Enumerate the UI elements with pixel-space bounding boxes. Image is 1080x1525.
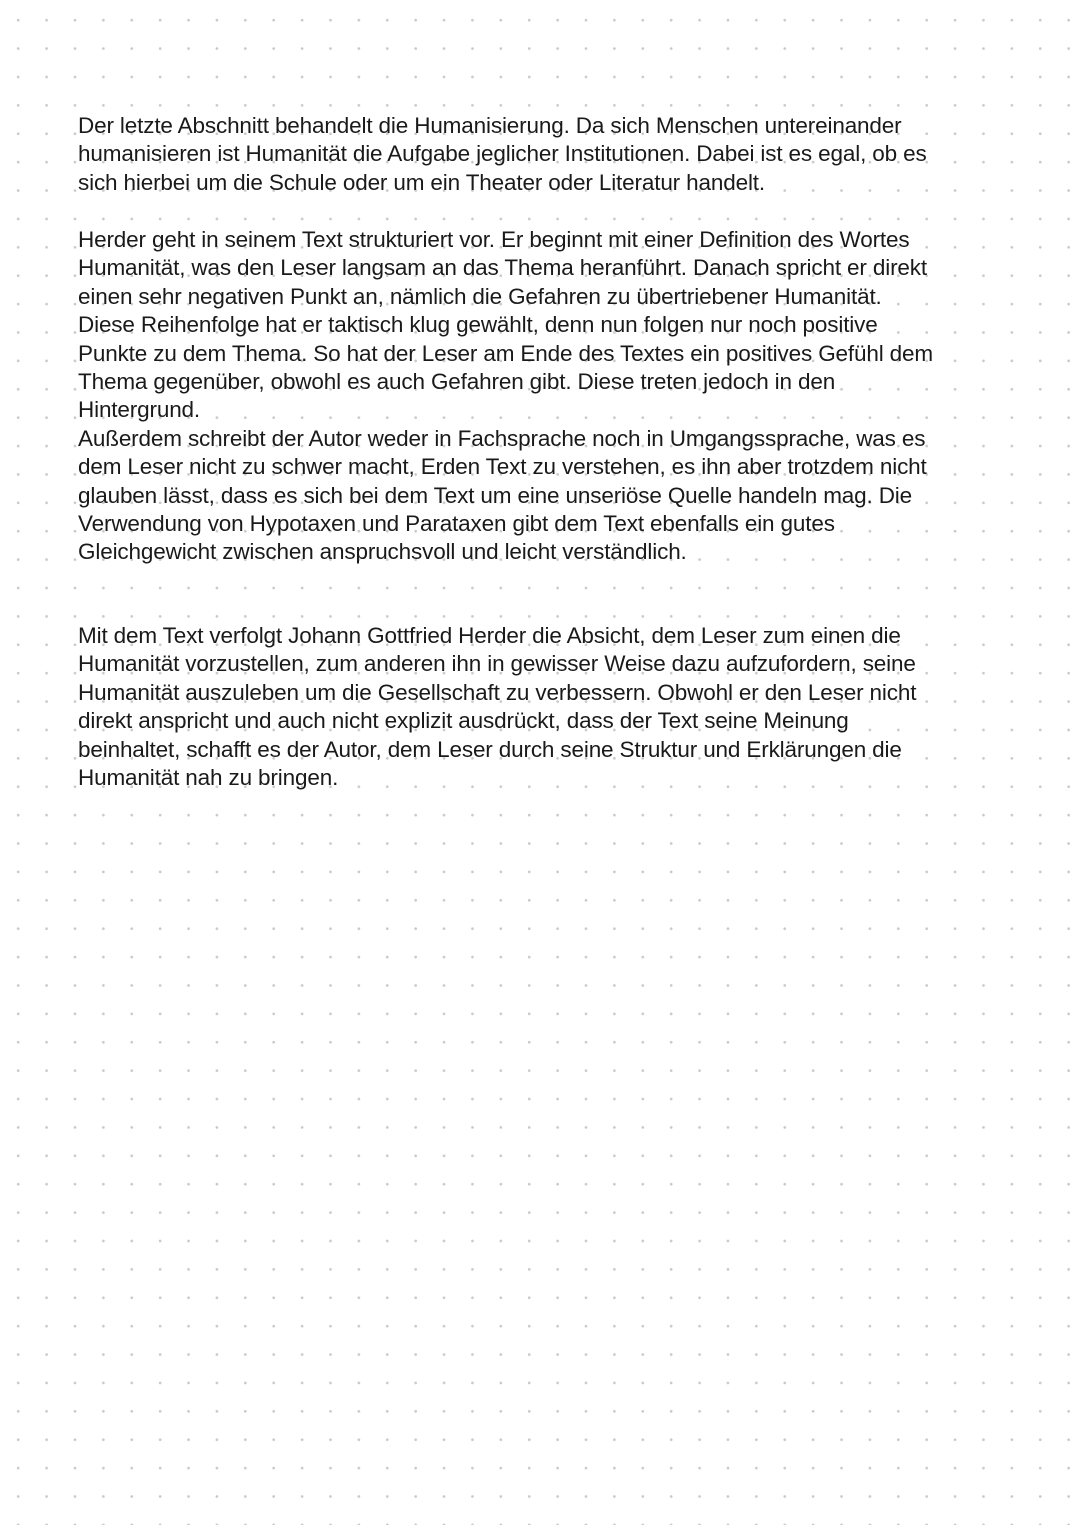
- text-line: Punkte zu dem Thema. So hat der Leser am Ende des Textes ein positives Gefühl dem: [78, 340, 934, 366]
- text-line: direkt anspricht und auch nicht explizit ausdrückt, dass der Text seine Meinung: [78, 708, 849, 734]
- text-line: humanisieren ist Humanität die Aufgabe jeglicher Institutionen. Dabei ist es egal, ob es: [78, 141, 927, 167]
- text-line: einen sehr negativen Punkt an, nämlich die Gefahren zu übertriebener Humanität.: [78, 283, 882, 309]
- text-line: Humanität nah zu bringen.: [78, 765, 339, 791]
- text-line: sich hierbei um die Schule oder um ein Theater oder Literatur handelt.: [78, 169, 765, 195]
- text-line: Humanität auszuleben um die Gesellschaft zu verbessern. Obwohl er den Leser nicht: [78, 679, 917, 705]
- text-line: Humanität vorzustellen, zum anderen ihn in gewisser Weise dazu aufzufordern, seine: [78, 651, 916, 677]
- text-line: Mit dem Text verfolgt Johann Gottfried Herder die Absicht, dem Leser zum einen die: [78, 623, 901, 648]
- text-line: Thema gegenüber, obwohl es auch Gefahren gibt. Diese treten jedoch in den: [78, 369, 836, 395]
- text-line: Der letzte Abschnitt behandelt die Humanisierung. Da sich Menschen untereinander: [78, 113, 902, 138]
- text-line: Herder geht in seinem Text strukturiert vor. Er beginnt mit einer Definition des Wortes: [78, 227, 910, 252]
- text-line: beinhaltet, schafft es der Autor, dem Leser durch seine Struktur und Erklärungen die: [78, 736, 902, 762]
- text-line: Hintergrund.: [78, 397, 201, 423]
- text-line: Humanität, was den Leser langsam an das Thema heranführt. Danach spricht er direkt: [78, 255, 927, 281]
- paragraph-struktur-und-sprache: [78, 226, 1018, 567]
- text-line: Gleichgewicht zwischen anspruchsvoll und leicht verständlich.: [78, 539, 687, 565]
- text-line: Diese Reihenfolge hat er taktisch klug gewählt, denn nun folgen nur noch positive: [78, 312, 878, 338]
- text-line: Verwendung von Hypotaxen und Parataxen gibt dem Text ebenfalls ein gutes: [78, 511, 835, 537]
- paragraph-humanisierung: [78, 112, 1018, 197]
- text-line: glauben lässt, dass es sich bei dem Text um eine unseriöse Quelle handeln mag. Die: [78, 482, 913, 508]
- text-line: dem Leser nicht zu schwer macht, Erden Text zu verstehen, es ihn aber trotzdem nicht: [78, 454, 927, 480]
- paragraph-absicht: [78, 622, 1018, 792]
- text-line: Außerdem schreibt der Autor weder in Fachsprache noch in Umgangssprache, was es: [78, 425, 926, 451]
